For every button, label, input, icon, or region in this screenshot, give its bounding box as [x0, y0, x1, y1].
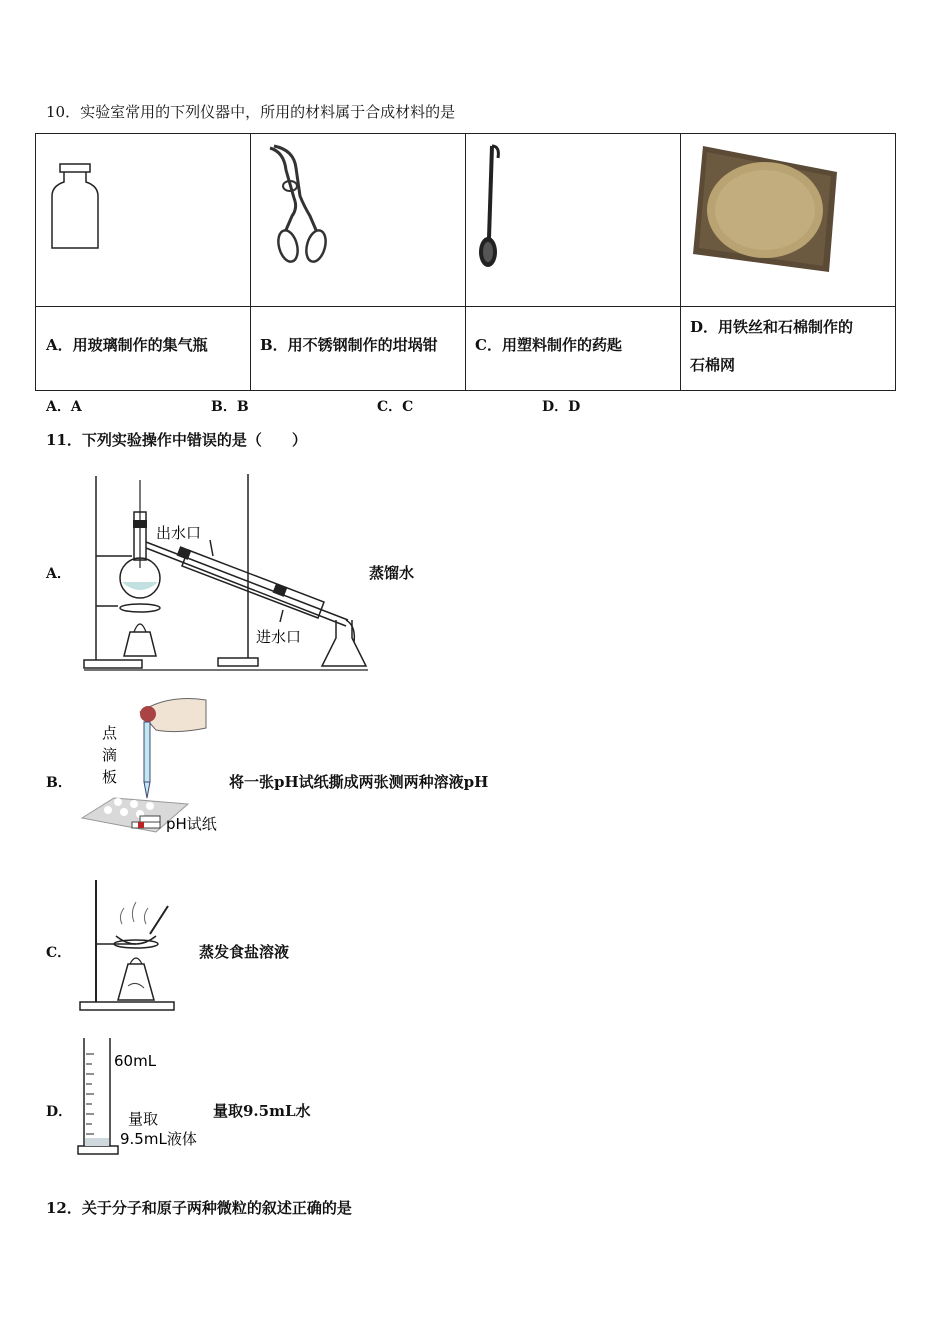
spoon-icon — [472, 142, 512, 272]
options-table — [35, 133, 896, 391]
q11-option-d-text: 量取9.5mL水 — [213, 1102, 311, 1120]
question-10-stem: 10．实验室常用的下列仪器中，所用的材料属于合成材料的是 — [46, 103, 456, 121]
inlet-label: 进水口 — [256, 628, 302, 646]
graduated-cylinder-figure — [74, 1034, 214, 1160]
answer-c[interactable]: C．C — [377, 399, 414, 415]
plate-label-1: 点 — [102, 724, 118, 742]
question-11-stem: 11．下列实验操作中错误的是（ ） — [46, 431, 307, 449]
reading-label-2: 9.5mL液体 — [120, 1130, 197, 1148]
q11-option-c-text: 蒸发食盐溶液 — [199, 943, 290, 961]
ph-paper-label: pH试纸 — [166, 815, 217, 833]
q11-option-b-text: 将一张pH试纸撕成两张测两种溶液pH — [229, 773, 489, 791]
plate-label-3: 板 — [102, 768, 118, 786]
outlet-label: 出水口 — [156, 524, 202, 542]
q11-option-c-label[interactable]: C． — [46, 945, 72, 961]
option-d-caption-line1: D．用铁丝和石棉制作的 — [690, 318, 854, 336]
asbestos-gauze-icon — [691, 142, 841, 272]
question-12-stem: 12．关于分子和原子两种微粒的叙述正确的是 — [46, 1199, 352, 1217]
answer-d[interactable]: D．D — [542, 399, 581, 415]
q11-option-a-text: 蒸馏水 — [369, 564, 415, 582]
cylinder-scale-label: 60mL — [114, 1052, 157, 1070]
option-b-caption: B．用不锈钢制作的坩埚钳 — [260, 336, 438, 354]
option-d-caption-line2: 石棉网 — [690, 356, 736, 374]
option-c-caption: C．用塑料制作的药匙 — [475, 336, 622, 354]
gas-bottle-icon — [46, 156, 116, 256]
plate-label-2: 滴 — [102, 746, 118, 764]
answer-a[interactable]: A．A — [46, 399, 82, 415]
q11-option-b-label[interactable]: B． — [46, 775, 72, 791]
option-a-caption: A．用玻璃制作的集气瓶 — [46, 336, 208, 354]
distillation-apparatus-figure — [78, 470, 378, 675]
q11-option-d-label[interactable]: D． — [46, 1104, 73, 1120]
reading-label-1: 量取 — [128, 1110, 159, 1128]
evaporation-figure — [78, 876, 188, 1016]
q11-option-a-label[interactable]: A． — [46, 566, 71, 582]
answer-b[interactable]: B．B — [211, 399, 249, 415]
crucible-tongs-icon — [264, 142, 344, 272]
spot-plate-figure — [78, 694, 228, 844]
